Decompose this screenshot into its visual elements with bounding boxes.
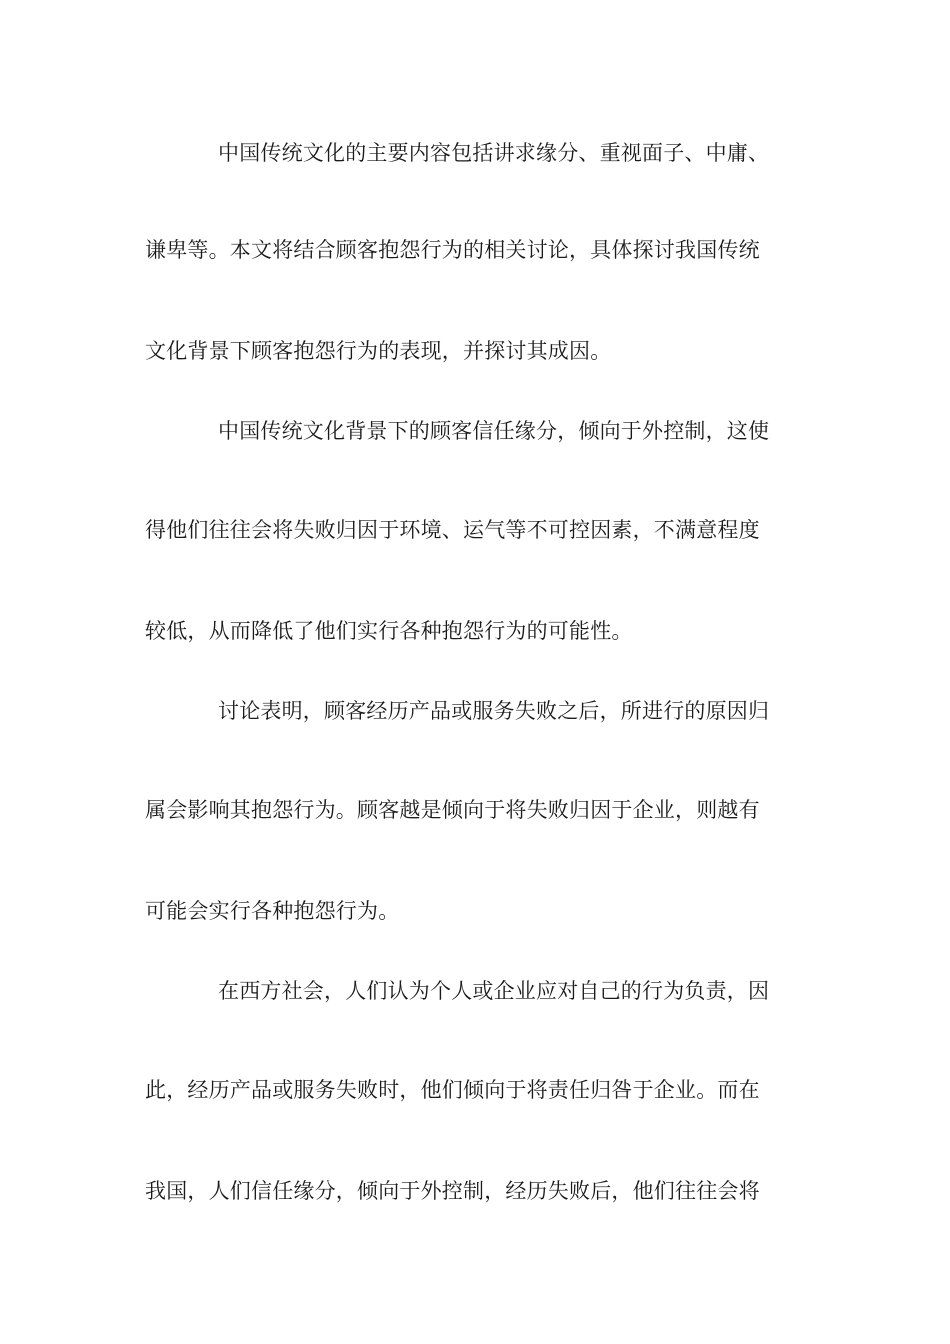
- paragraph-4-line-3: 我国，人们信任缘分，倾向于外控制，经历失败后，他们往往会将: [145, 1179, 760, 1203]
- paragraph-2-line-3: 较低，从而降低了他们实行各种抱怨行为的可能性。: [145, 619, 633, 643]
- paragraph-1-line-2: 谦卑等。本文将结合顾客抱怨行为的相关讨论，具体探讨我国传统: [145, 238, 760, 262]
- paragraph-1-line-3: 文化背景下顾客抱怨行为的表现，并探讨其成因。: [145, 339, 612, 363]
- paragraph-4-line-1: 在西方社会，人们认为个人或企业应对自己的行为负责，因: [218, 979, 770, 1003]
- paragraph-3-line-2: 属会影响其抱怨行为。顾客越是倾向于将失败归因于企业，则越有: [145, 798, 760, 822]
- paragraph-1-line-1: 中国传统文化的主要内容包括讲求缘分、重视面子、中庸、: [218, 141, 770, 165]
- paragraph-4-line-2: 此，经历产品或服务失败时，他们倾向于将责任归咎于企业。而在: [145, 1078, 760, 1102]
- paragraph-3-line-1: 讨论表明，顾客经历产品或服务失败之后，所进行的原因归: [218, 699, 770, 723]
- paragraph-3-line-3: 可能会实行各种抱怨行为。: [145, 899, 400, 923]
- paragraph-2-line-2: 得他们往往会将失败归因于环境、运气等不可控因素，不满意程度: [145, 518, 760, 542]
- paragraph-2-line-1: 中国传统文化背景下的顾客信任缘分，倾向于外控制，这使: [218, 419, 770, 443]
